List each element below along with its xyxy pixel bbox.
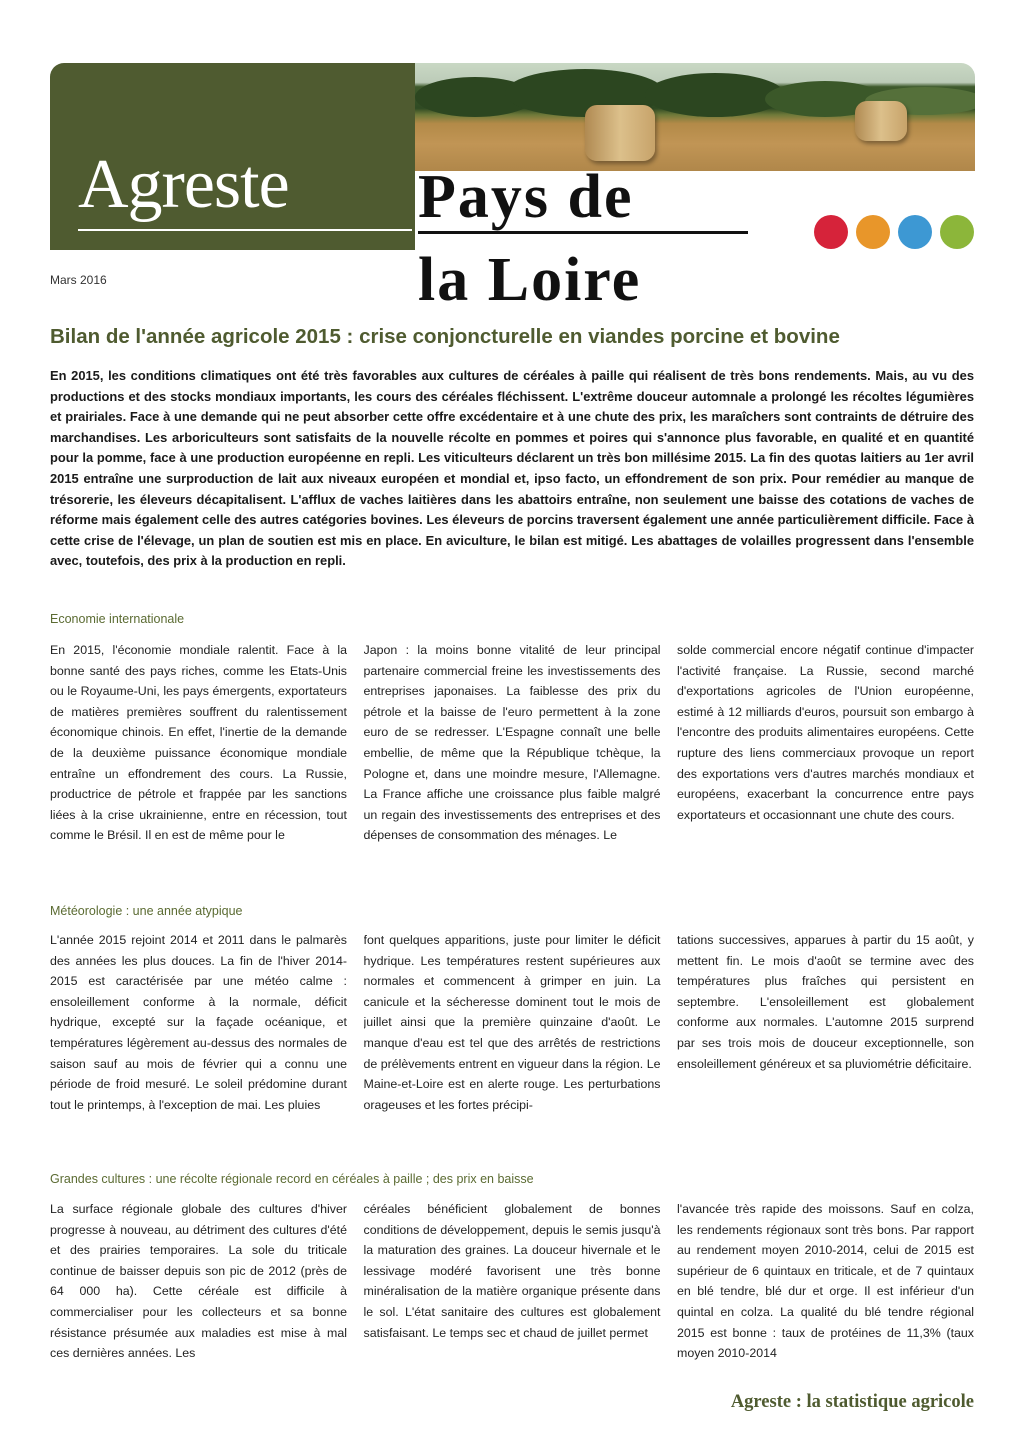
page-title: Bilan de l'année agricole 2015 : crise conjoncturelle en viandes porcine et bovine	[50, 325, 840, 348]
footer-tagline: Agreste : la statistique agricole	[730, 1392, 974, 1412]
text-column-2: céréales bénéficient globalement de bonnes conditions de développement, depuis le semis jusqu'à la maturation des graines. La douceur hivernale et le lessivage modéré favorisent une très bonne minéralisation de la matière organique présente dans le sol. L'état sanitaire des cultures est globalement satisfaisant. Le temps sec et chaud de juillet permet	[363, 1202, 661, 1340]
logo-underline	[78, 229, 412, 231]
tree-shape	[645, 73, 785, 117]
text-column-1: La surface régionale globale des cultures d'hiver progresse à nouveau, au détriment des cultures d'été et des prairies temporaires. La sole du triticale continue de baisser depuis son pic de 2012 (près de 64 000 ha). Cette céréale est difficile à commercialiser pour les collecteurs et sa bonne résistance présumée aux maladies est mise à mal ces dernières années. Les	[50, 1202, 347, 1361]
section-economie-columns	[50, 640, 974, 894]
text-column-1: L'année 2015 rejoint 2014 et 2011 dans le palmarès des années les plus douces. La fin de l'hiver 2014-2015 est caractérisée par une météo calme : ensoleillement conforme à la normale, déficit hydrique, excepté sur la façade océanique, et températures légèrement au-dessus des normales de saison sauf au mois de février qui a connu une période de froid mesuré. Le soleil prédomine durant tout le printemps, à l'exception de mai. Les pluies	[50, 933, 347, 1112]
section-meteorologie-columns	[50, 930, 974, 1162]
color-dot-blue	[898, 215, 932, 249]
color-dot-green	[940, 215, 974, 249]
section-title-meteorologie: Météorologie : une année atypique	[50, 904, 243, 918]
intro-paragraph: En 2015, les conditions climatiques ont été très favorables aux cultures de céréales à paille qui réalisent de très bons rendements. Mais, au vu des productions et des stocks mondiaux importants, les cours des céréales fléchissent. L'extrême douceur automnale a prolongé les récoltes légumières et prairiales. Face à une demande qui ne peut absorber cette offre excédentaire et à une chute des prix, les maraîchers sont contraints de détruire des marchandises. Les arboriculteurs sont satisfaits de la nouvelle récolte en pommes et poires qui s'annonce plus favorable, en qualité et en quantité pour la pomme, face à une production européenne en repli. Les viticulteurs déclarent un très bon millésime 2015. La fin des quotas laitiers au 1er avril 2015 entraîne une surproduction de lait aux niveaux européen et mondial et, ipso facto, un effondrement de son prix. Pour remédier au manque de trésorerie, les éleveurs décapitalisent. L'afflux de vaches laitières dans les abattoirs entraîne, non seulement une baisse des cotations de vaches de réforme mais également celle des autres catégories bovines. Les éleveurs de porcins traversent également une année particulièrement difficile. Face à cette crise de l'élevage, un plan de soutien est mis en place. En aviculture, le bilan est mitigé. Les abattages de volailles progressent dans l'ensemble avec, toutefois, des prix à la production en repli.	[50, 368, 974, 569]
section-title-economie: Economie internationale	[50, 612, 185, 626]
section-grandes-cultures-columns	[50, 1199, 974, 1387]
region-title-line1: Pays de	[418, 163, 634, 231]
text-column-3: solde commercial encore négatif continue d'impacter l'activité française. La Russie, second marché d'exportations agricoles de l'Union européenne, estimé à 12 milliards d'euros, poursuit son embargo à l'encontre des produits alimentaires européens. Cette rupture des liens commerciaux provoque un report des exportations vers d'autres marchés mondiaux et européens, exacerbant la concurrence entre pays exportateurs et occasionnant une chute des cours.	[677, 643, 974, 822]
publication-date: Mars 2016	[50, 273, 107, 287]
text-column-2: Japon : la moins bonne vitalité de leur principal partenaire commercial freine les investissements des entreprises japonaises. La faiblesse des prix du pétrole et la baisse de l'euro permettent à la zone euro de se redresser. L'Espagne connaît une belle embellie, de même que la République tchèque, la Pologne et, dans une moindre mesure, l'Allemagne. La France affiche une croissance plus faible malgré un regain des investissements des entreprises et des dépenses de consommation des ménages. Le	[363, 643, 661, 843]
color-dot-orange	[856, 215, 890, 249]
hay-bale	[855, 101, 907, 141]
region-title-rule	[418, 231, 748, 234]
region-title-line2: la Loire	[418, 246, 642, 314]
text-column-1: En 2015, l'économie mondiale ralentit. Face à la bonne santé des pays riches, comme les Etats-Unis ou le Royaume-Uni, les pays émergents, exportateurs de matières premières souffrent du ralentissement économique chinois. En effet, l'inertie de la demande de la deuxième puissance économique mondiale entraîne un effondrement des cours. La Russie, productrice de pétrole et frappée par les sanctions liées à la crise ukrainienne, entre en récession, tout comme le Brésil. Il en est de même pour le	[50, 643, 347, 843]
hay-bale	[585, 105, 655, 161]
text-column-2: font quelques apparitions, juste pour limiter le déficit hydrique. Les températures restent supérieures aux normales et commencent à grimper en juin. La canicule et la sécheresse dominent tout le mois de juillet ainsi que la première quinzaine d'août. Le manque d'eau est tel que des arrêtés de restrictions de prélèvements entrent en vigueur dans la région. Le Maine-et-Loire est en alerte rouge. Les perturbations orageuses et les fortes précipi-	[363, 933, 661, 1112]
text-column-3: tations successives, apparues à partir du 15 août, y mettent fin. Le mois d'août se termine avec des températures plus fraîches qui persistent en septembre. L'ensoleillement est globalement conforme aux normales. L'automne 2015 surprend par ses trois mois de douceur exceptionnelle, son ensoleillement généreux et sa pluviométrie déficitaire.	[677, 933, 974, 1071]
header-photo-hay-bales	[415, 63, 975, 171]
color-dot-red	[814, 215, 848, 249]
agreste-logo: Agreste	[78, 146, 289, 223]
section-title-grandes-cultures: Grandes cultures : une récolte régionale record en céréales à paille ; des prix en baisse	[50, 1172, 534, 1186]
text-column-3: l'avancée très rapide des moissons. Sauf en colza, les rendements régionaux sont très bons. Par rapport au rendement moyen 2010-2014, celui de 2015 est supérieur de 6 quintaux en triticale, et de 7 quintaux en blé tendre, blé dur et orge. Il est inférieur d'un quintal en colza. La qualité du blé tendre régional 2015 est bonne : taux de protéines de 11,3% (taux moyen 2010-2014	[677, 1202, 974, 1361]
